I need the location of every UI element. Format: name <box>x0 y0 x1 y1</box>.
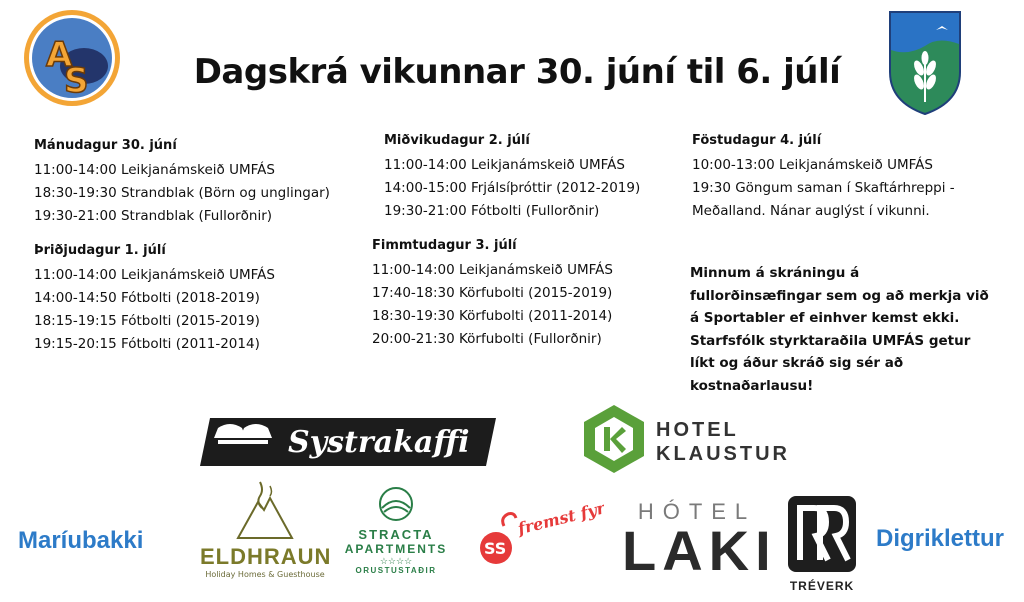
eldhraun-name: ELDHRAUN <box>200 544 332 569</box>
day-heading: Miðvikudagur 2. júlí <box>384 133 530 148</box>
ss-fremst-logo <box>474 496 604 570</box>
schedule-item: 18:30-19:30 Körfubolti (2011-2014) <box>372 308 613 324</box>
stracta-location: ORUSTUSTAÐIR <box>355 566 437 575</box>
stracta-icon <box>374 486 418 522</box>
treverk-name: TRÉVERK <box>789 579 855 593</box>
stracta-logo <box>334 486 458 575</box>
day-wednesday <box>384 133 640 223</box>
day-heading: Föstudagur 4. júlí <box>692 133 822 148</box>
schedule-item: 11:00-14:00 Leikjanámskeið UMFÁS <box>34 267 275 283</box>
day-thursday <box>372 238 613 351</box>
treverk-icon <box>786 494 858 574</box>
ss-fremst-text: fremst fyrir <box>515 496 604 539</box>
schedule-item: 14:00-14:50 Fótbolti (2018-2019) <box>34 290 260 306</box>
eldhraun-logo <box>200 478 330 579</box>
day-monday <box>34 138 330 228</box>
registration-note: Minnum á skráningu á fullorðinsæfingar sem og að merkja við á Sportabler ef einhver kemst ekki. Starfsfólk styrktaraðila UMFÁS getur líkt og áður skráð sig sér að kostnaðarlausu! <box>690 265 989 394</box>
mariubakki-logo: Maríubakki <box>18 527 144 554</box>
schedule-item: Meðalland. Nánar auglýst í vikunni. <box>692 203 930 219</box>
systrakaffi-text: Systrakaffi <box>288 425 470 460</box>
schedule-item: 14:00-15:00 Frjálsíþróttir (2012-2019) <box>384 180 641 196</box>
hotel-laki-logo <box>622 499 777 582</box>
schedule-item: 11:00-14:00 Leikjanámskeið UMFÁS <box>34 162 275 178</box>
day-friday <box>692 133 955 223</box>
schedule-item: 17:40-18:30 Körfubolti (2015-2019) <box>372 285 613 301</box>
day-heading: Mánudagur 30. júní <box>34 138 177 153</box>
svg-text:SS: SS <box>484 539 507 558</box>
hotel-klaustur-line1: HOTEL <box>656 419 739 441</box>
stracta-name: STRACTA <box>358 527 434 542</box>
stracta-stars: ☆☆☆☆ <box>379 556 413 566</box>
hotel-laki-line2: LAKI <box>622 519 777 582</box>
schedule-item: 19:15-20:15 Fótbolti (2011-2014) <box>34 336 260 352</box>
schedule-item: 18:15-19:15 Fótbolti (2015-2019) <box>34 313 260 329</box>
hotel-laki-line1: HÓTEL <box>637 499 757 524</box>
day-heading: Þriðjudagur 1. júlí <box>34 243 166 258</box>
day-tuesday <box>34 243 275 356</box>
systrakaffi-logo <box>196 416 500 468</box>
eldhraun-subtitle: Holiday Homes & Guesthouse <box>205 570 325 579</box>
schedule-item: 19:30-21:00 Fótbolti (Fullorðnir) <box>384 203 600 219</box>
schedule-item: 11:00-14:00 Leikjanámskeið UMFÁS <box>384 157 625 173</box>
schedule-item: 11:00-14:00 Leikjanámskeið UMFÁS <box>372 262 613 278</box>
eldhraun-icon <box>230 478 300 540</box>
page-title: Dagskrá vikunnar 30. júní til 6. júlí <box>193 52 841 92</box>
stracta-apartments: APARTMENTS <box>344 542 448 556</box>
hotel-klaustur-line2: KLAUSTUR <box>656 443 790 465</box>
schedule-item: 10:00-13:00 Leikjanámskeið UMFÁS <box>692 157 933 173</box>
day-heading: Fimmtudagur 3. júlí <box>372 238 517 253</box>
schedule-item: 19:30 Göngum saman í Skaftárhreppi - <box>692 180 955 196</box>
hotel-klaustur-icon <box>582 403 646 475</box>
hotel-klaustur-text <box>656 418 790 466</box>
digriklettur-logo: Digriklettur <box>876 525 1005 552</box>
svg-text:S: S <box>64 61 89 101</box>
schedule-item: 18:30-19:30 Strandblak (Börn og unglingar) <box>34 185 330 201</box>
schedule-item: 19:30-21:00 Strandblak (Fullorðnir) <box>34 208 273 224</box>
schedule-item: 20:00-21:30 Körfubolti (Fullorðnir) <box>372 331 602 347</box>
svg-text:A: A <box>46 35 73 75</box>
treverk-logo <box>786 494 858 593</box>
